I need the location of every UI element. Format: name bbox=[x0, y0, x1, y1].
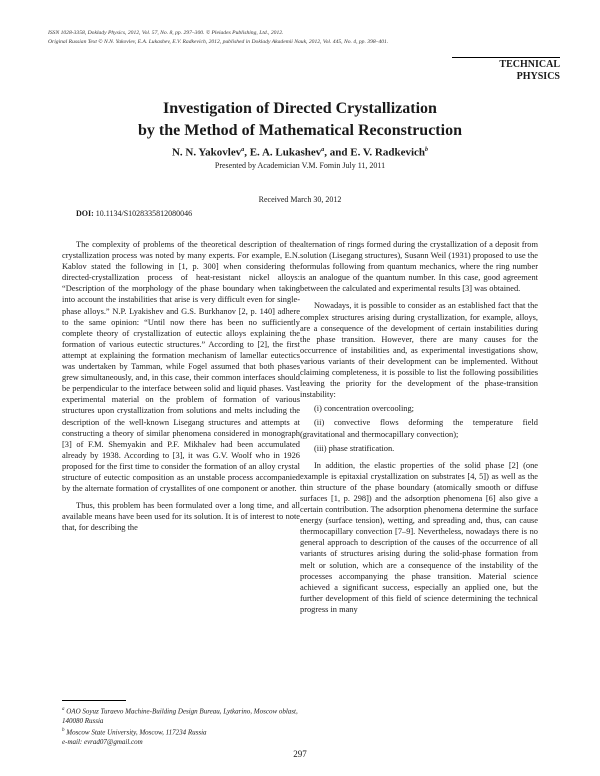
header-citation-line: ISSN 1028-3358, Doklady Physics, 2012, Vol. 57, No. 8, pp. 297–300. © Pleiades Publishing, Ltd., 2012. bbox=[48, 30, 284, 36]
paragraph: Nowadays, it is possible to consider as an established fact that the complex structures arising during crystallization, for example, alloys, are a consequence of the development of certain instabilities during the phase transition. However, there are many causes for the occurrence of instabilities and, as experimental investigations show, various variants of their development can be implemented. Without claiming completeness, it is possible to list the following possibilities leaving the priority for the development of the phase-transition instability: bbox=[300, 301, 538, 400]
section-label bbox=[452, 57, 560, 83]
affiliation-mark: a bbox=[321, 147, 325, 153]
received-date: Received March 30, 2012 bbox=[258, 195, 342, 204]
section-label-line2: PHYSICS bbox=[516, 71, 560, 83]
section-label-line1: TECHNICAL bbox=[499, 59, 560, 71]
author-separator: , and bbox=[324, 146, 351, 159]
title-line2: by the Method of Mathematical Reconstruction bbox=[138, 122, 462, 139]
section-rule bbox=[452, 57, 560, 58]
paragraph: The complexity of problems of the theoretical description of the crystallization process was noted by many experts. For example, E.N. Kablov stated the following in [1, p. 300] when considering the directed-crystallization process of heat-resistant nickel alloys: “Description of the morphology of the phase boundary when taking into account the instabilities that arise is very difficult even for single-phase alloys.” N.P. Lyakishev and G.S. Burkhanov [2, p. 140] adhere to the same opinion: “Until now there has been no sufficiently complete theory of crystallization of eutectic alloys explaining the formation of various eutectic structures.” According to [2], the first attempt at explaining the formation mechanism of lamellar eutectics was undertaken by Tamman, while Fogel assumed that both phases grew simultaneously, and, in this case, their common interfaces should be perpendicular to the interface between solid and liquid phases. Vast experimental material on the problem of formation of various structures upon crystallization from solutions and melts including the description of the well-known Lisegang structures and attempts at constructing a theory of similar phenomena considered in monograph [3] of F.M. Shemyakin and P.F. Mikhalev had been accumulated already by 1938. According to [3], it was G.V. Woolf who in 1926 proposed for the first time to consider the formation of an alloy crystal structure of eutectic composition as an unstable process accompanied by the alternate formation of crystallites of one component or another. bbox=[62, 240, 300, 494]
paragraph: In addition, the elastic properties of the solid phase [2] (one example is epitaxial crystallization on substrates [4, 5]) as well as the thin structure of the phase boundary (atomically smooth or diffuse surfaces [1, p. 298]) and the adsorption phenomena [6] also give a certain contribution. The adsorption phenomena determine the surface energy (surface tension), wetting, and spreading and, thus, can cause thermocapillary convection [7–9]. Nevertheless, nowadays there is no general approach to description of the causes of the occurrence of all variants of structures arising during the solid-phase formation from melt or solution, which are a consequence of the instability of the processes accompanying the phase transition. Material science achieved a significant success, especially an applied one, but the further development of this field of science determining the technical progress in many bbox=[300, 460, 538, 614]
list-item: (ii) convective flows deforming the temperature field (gravitational and thermocapillary convection); bbox=[300, 418, 538, 439]
article-title bbox=[40, 98, 560, 142]
paragraph: alternation of rings formed during the crystallization of a deposit from solution (Lisegang structures), Susann Weil (1931) proposed to use the formulas following from quantum mechanics, where the ring number is an analogue of the quantum number. In this case, good agreement between the calculated and experimental results [3] was obtained. bbox=[300, 240, 538, 294]
footnote-b bbox=[62, 726, 300, 737]
footnote-text: Moscow State University, Moscow, 117234 Russia bbox=[64, 728, 207, 737]
author-list bbox=[40, 143, 560, 160]
affiliation-mark: a bbox=[241, 147, 245, 153]
paragraph: Thus, this problem has been formulated over a long time, and all available means have been used for its solution. It is of interest to note that, for describing the bbox=[62, 501, 300, 533]
presented-by: Presented by Academician V.M. Fomin July 11, 2011 bbox=[214, 161, 386, 170]
footnote-rule bbox=[62, 700, 126, 701]
contact-email[interactable]: e-mail: evrad07@gmail.com bbox=[62, 738, 143, 747]
list-item: (i) concentration overcooling; bbox=[314, 404, 414, 414]
header-original-text-line: Original Russian Text © N.N. Yakovlev, E.A. Lukashev, E.V. Radkevich, 2012, published in Doklady Akademii Nauk, 2012, Vol. 445, No. 4, pp. 398–401. bbox=[48, 39, 389, 45]
affiliation-mark: b bbox=[425, 147, 429, 153]
footnote-mark: b bbox=[62, 727, 65, 733]
footnote-text: OAO Soyuz Turaevo Machine-Building Design Bureau, Lytkarino, Moscow oblast, 140080 Russia bbox=[62, 706, 298, 725]
footnotes bbox=[62, 700, 300, 747]
doi bbox=[76, 209, 376, 219]
author-lukashev: E. A. Lukashev bbox=[249, 146, 322, 159]
author-radkevich: E. V. Radkevich bbox=[350, 146, 426, 159]
doi-label: DOI: bbox=[76, 209, 94, 218]
author-yakovlev: N. N. Yakovlev bbox=[171, 146, 242, 159]
right-column bbox=[300, 239, 538, 618]
author-separator: , bbox=[244, 146, 250, 159]
footnote-mark: a bbox=[62, 706, 65, 712]
left-column bbox=[62, 239, 300, 536]
page-number: 297 bbox=[293, 749, 307, 759]
footnote-a bbox=[62, 705, 300, 726]
list-item: (iii) phase stratification. bbox=[314, 443, 395, 453]
doi-link[interactable]: 10.1134/S1028335812080046 bbox=[95, 209, 193, 218]
title-line1: Investigation of Directed Crystallization bbox=[163, 100, 437, 117]
journal-header bbox=[48, 29, 558, 47]
